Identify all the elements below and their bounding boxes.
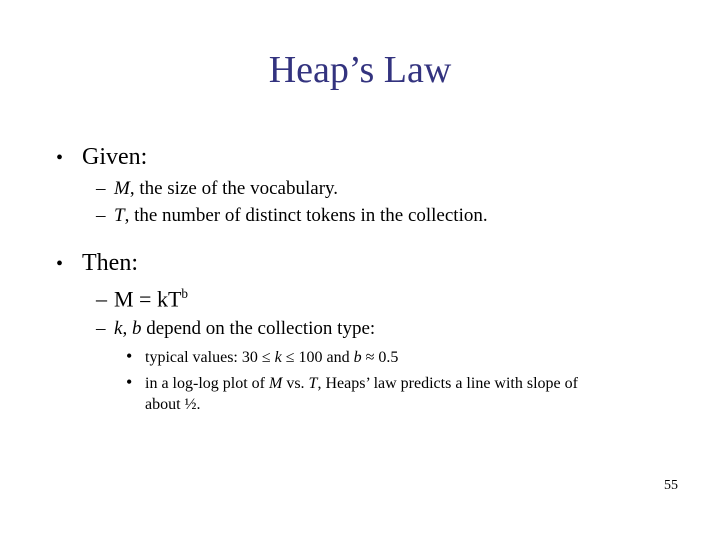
var-t: T	[308, 375, 318, 392]
separator: ,	[122, 318, 132, 339]
sub-item-t-text	[114, 205, 488, 227]
bullet-then	[56, 250, 138, 277]
sub-item-t	[96, 205, 488, 227]
bullet-dot-icon: •	[126, 346, 133, 366]
var-m: M	[114, 178, 130, 199]
dash-icon: –	[96, 178, 106, 199]
var-b: b	[353, 349, 362, 366]
bullet-given-label: Given:	[82, 144, 148, 170]
point-typical-values	[126, 346, 398, 367]
var-k: k	[274, 349, 282, 366]
text-part: ≤ 100 and	[281, 349, 354, 366]
text-part: , Heaps’ law predicts a line with slope of	[317, 375, 578, 392]
text-part: typical values: 30 ≤	[145, 349, 275, 366]
sub-item-kb	[96, 318, 375, 340]
var-b: b	[131, 318, 142, 339]
point-log-log-text	[145, 375, 578, 393]
sub-item-t-rest: , the number of distinct tokens in the collection.	[124, 205, 488, 226]
bullet-given	[56, 144, 147, 171]
text-part: ≈ 0.5	[361, 349, 399, 366]
var-k: k	[114, 318, 123, 339]
var-t: T	[114, 205, 125, 226]
slide-title: Heap’s Law	[268, 49, 452, 91]
point-log-log	[126, 372, 578, 393]
formula-exponent: b	[181, 286, 189, 301]
point-typical-values-text	[145, 349, 398, 367]
point-log-log-continued	[145, 396, 201, 414]
text-part: vs.	[282, 375, 309, 392]
formula-lhs: M = kT	[114, 286, 182, 312]
bullet-dot-icon: •	[56, 147, 64, 169]
sub-item-kb-rest: depend on the collection type:	[141, 318, 376, 339]
bullet-dot-icon: •	[126, 372, 133, 392]
dash-icon: –	[96, 286, 107, 312]
dash-icon: –	[96, 318, 106, 339]
sub-item-m-text	[114, 178, 338, 200]
text-part: in a log-log plot of	[145, 375, 269, 392]
dash-icon: –	[96, 205, 106, 226]
formula-item	[96, 286, 188, 312]
page-number: 55	[664, 478, 678, 493]
var-m: M	[268, 375, 283, 392]
bullet-then-label: Then:	[82, 250, 138, 276]
heaps-law-formula	[114, 286, 188, 312]
text-part: about ½.	[145, 396, 201, 413]
sub-item-m	[96, 178, 338, 200]
sub-item-m-rest: , the size of the vocabulary.	[129, 178, 339, 199]
bullet-dot-icon: •	[56, 253, 64, 275]
sub-item-kb-text	[114, 318, 375, 340]
